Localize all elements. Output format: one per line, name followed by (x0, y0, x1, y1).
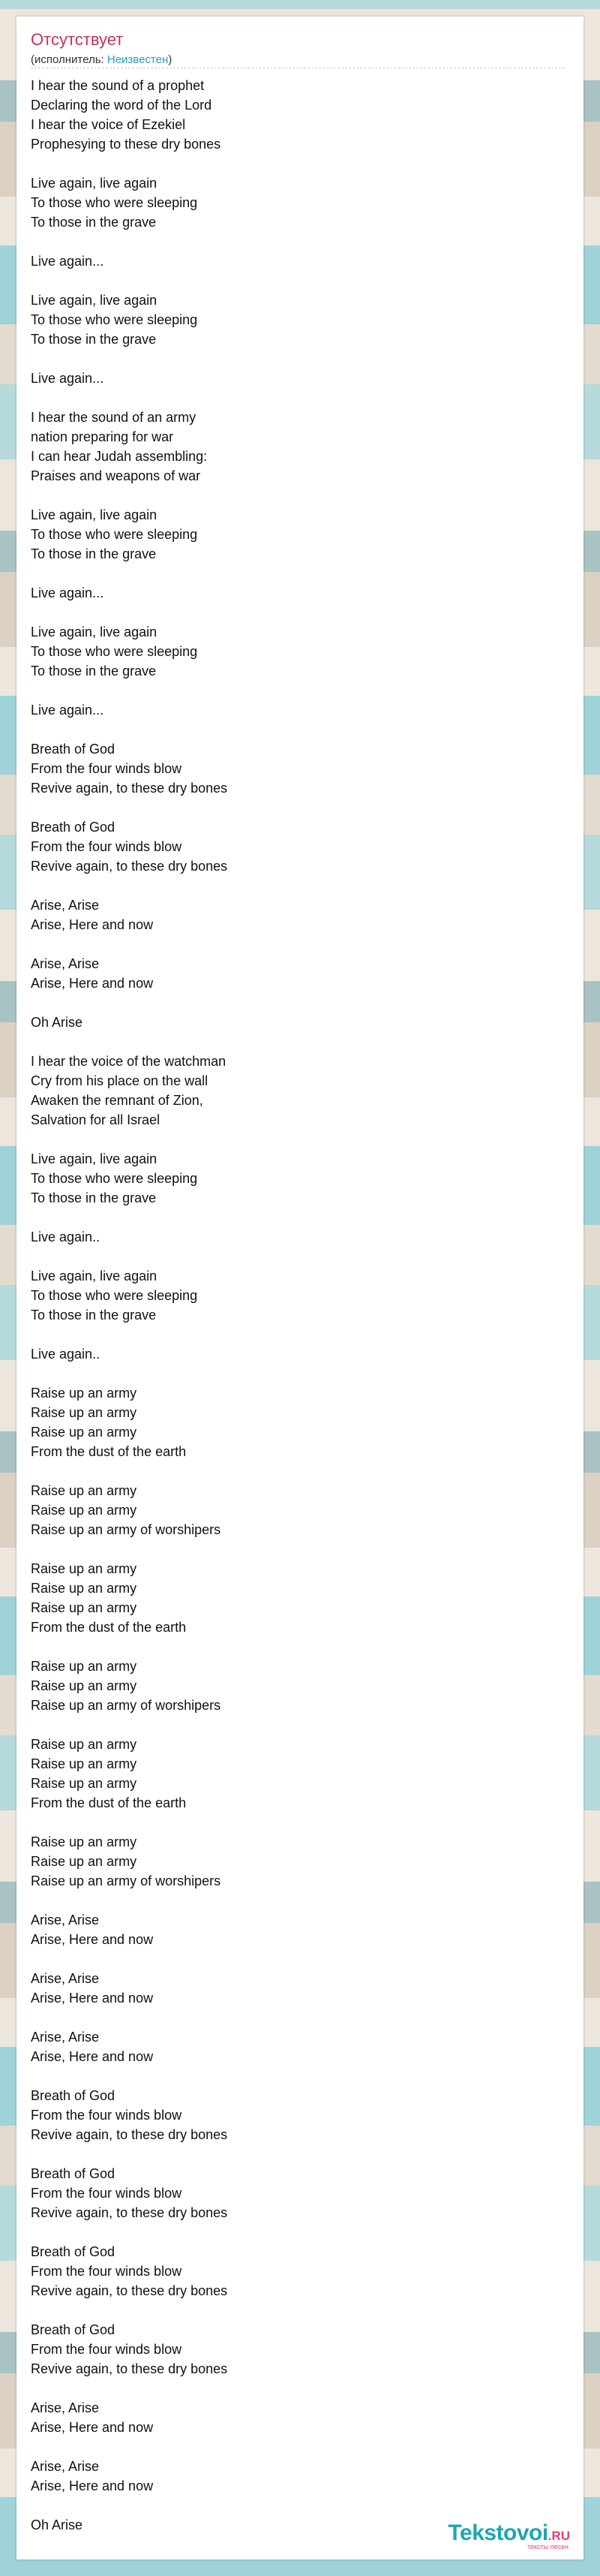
site-logo[interactable] (448, 2520, 570, 2550)
lyrics-line: I hear the sound of a prophet (31, 78, 205, 93)
artist-link[interactable]: Неизвестен (106, 53, 169, 66)
lyrics-stanza (31, 505, 565, 564)
lyrics-stanza (31, 817, 565, 876)
lyrics-stanza (31, 739, 565, 798)
lyrics-line: I hear the voice of the watchman (31, 1054, 226, 1069)
lyrics-line: Breath of God (31, 742, 116, 757)
lyrics-line: Salvation for all Israel (31, 1112, 160, 1127)
lyrics-line: Revive again, to these dry bones (31, 2205, 228, 2220)
lyrics-line: Raise up an army (31, 1600, 137, 1615)
lyrics-stanza (31, 173, 565, 232)
song-title: Отсутствует (31, 30, 124, 49)
lyrics-line: To those who were sleeping (31, 312, 198, 327)
lyrics-line: Live again... (31, 371, 104, 386)
lyrics-line: To those in the grave (31, 1190, 157, 1205)
lyrics-line: To those in the grave (31, 664, 157, 679)
lyrics-line: From the dust of the earth (31, 1444, 187, 1459)
lyrics-stanza (31, 76, 565, 154)
lyrics-stanza (31, 583, 565, 603)
lyrics-line: Live again... (31, 254, 104, 269)
lyrics-line: Revive again, to these dry bones (31, 859, 228, 874)
lyrics-line: Revive again, to these dry bones (31, 2361, 228, 2376)
lyrics-line: Live again, live again (31, 624, 158, 639)
lyrics-line: Revive again, to these dry bones (31, 781, 228, 796)
lyrics-line: I hear the sound of an army (31, 410, 196, 425)
lyrics-stanza (31, 2242, 565, 2301)
lyrics-stanza (31, 1344, 565, 1364)
lyrics-text (31, 76, 565, 2554)
lyrics-stanza (31, 1052, 565, 1130)
lyrics-line: To those in the grave (31, 215, 157, 230)
lyrics-stanza (31, 1559, 565, 1637)
lyrics-line: Raise up an army of worshipers (31, 1873, 221, 1888)
lyrics-line: Revive again, to these dry bones (31, 2127, 228, 2142)
lyrics-line: Arise, Arise (31, 2030, 100, 2045)
lyrics-stanza (31, 290, 565, 349)
lyrics-stanza (31, 954, 565, 993)
lyrics-line: To those in the grave (31, 332, 157, 347)
lyrics-line: Live again.. (31, 1347, 100, 1362)
lyrics-line: Arise, Here and now (31, 2478, 154, 2493)
lyrics-line: Raise up an army (31, 1503, 137, 1518)
lyrics-line: Arise, Here and now (31, 1991, 154, 2006)
lyrics-line: From the dust of the earth (31, 1620, 187, 1635)
lyrics-line: Oh Arise (31, 2517, 83, 2532)
lyrics-line: Prophesying to these dry bones (31, 137, 221, 152)
lyrics-line: Cry from his place on the wall (31, 1073, 208, 1088)
lyrics-stanza (31, 369, 565, 388)
lyrics-line: Declaring the word of the Lord (31, 98, 212, 113)
lyrics-line: To those who were sleeping (31, 644, 198, 659)
lyrics-stanza (31, 2320, 565, 2379)
lyrics-line: To those who were sleeping (31, 195, 198, 210)
lyrics-line: Raise up an army (31, 1561, 137, 1576)
lyrics-line: Raise up an army (31, 1659, 137, 1674)
lyrics-stanza (31, 1832, 565, 1891)
lyrics-stanza (31, 251, 565, 271)
lyrics-card (16, 17, 584, 2559)
artist-line (31, 53, 172, 66)
lyrics-line: Arise, Arise (31, 956, 100, 971)
lyrics-line: Arise, Here and now (31, 2049, 154, 2064)
lyrics-line: From the four winds blow (31, 761, 182, 776)
lyrics-stanza (31, 895, 565, 934)
lyrics-line: Raise up an army (31, 1386, 137, 1401)
lyrics-stanza (31, 1910, 565, 1949)
lyrics-line: Arise, Arise (31, 898, 100, 913)
lyrics-line: From the four winds blow (31, 2264, 182, 2279)
lyrics-stanza (31, 1735, 565, 1813)
lyrics-line: To those who were sleeping (31, 1171, 198, 1186)
lyrics-line: To those in the grave (31, 1308, 157, 1323)
lyrics-line: Breath of God (31, 2322, 116, 2337)
lyrics-line: Arise, Here and now (31, 1932, 154, 1947)
lyrics-line: Arise, Here and now (31, 976, 154, 991)
lyrics-line: Raise up an army (31, 1405, 137, 1420)
lyrics-stanza (31, 1481, 565, 1539)
lyrics-stanza (31, 2398, 565, 2437)
logo-name: Tekstovoi (448, 2520, 548, 2545)
lyrics-line: Arise, Arise (31, 1912, 100, 1927)
lyrics-line: Live again, live again (31, 176, 158, 191)
lyrics-line: Raise up an army (31, 1581, 137, 1596)
lyrics-line: Raise up an army (31, 1678, 137, 1693)
lyrics-line: Raise up an army (31, 1483, 137, 1498)
lyrics-line: Arise, Here and now (31, 2420, 154, 2435)
lyrics-stanza (31, 1266, 565, 1325)
lyrics-line: From the four winds blow (31, 839, 182, 854)
lyrics-line: From the dust of the earth (31, 1795, 187, 1810)
lyrics-line: Revive again, to these dry bones (31, 2283, 228, 2298)
lyrics-line: Live again... (31, 703, 104, 718)
lyrics-line: I hear the voice of Ezekiel (31, 117, 186, 132)
lyrics-stanza (31, 2457, 565, 2496)
lyrics-line: To those who were sleeping (31, 1288, 198, 1303)
lyrics-stanza (31, 2086, 565, 2144)
lyrics-line: Raise up an army (31, 1854, 137, 1869)
lyrics-line: Live again, live again (31, 1151, 158, 1166)
lyrics-line: Arise, Arise (31, 2459, 100, 2474)
lyrics-line: From the four winds blow (31, 2186, 182, 2201)
lyrics-line: Raise up an army (31, 1776, 137, 1791)
lyrics-stanza (31, 408, 565, 486)
lyrics-line: From the four winds blow (31, 2342, 182, 2357)
lyrics-line: Awaken the remnant of Zion, (31, 1093, 203, 1108)
lyrics-line: I can hear Judah assembling: (31, 449, 208, 464)
lyrics-stanza (31, 2164, 565, 2222)
lyrics-line: Oh Arise (31, 1015, 83, 1030)
lyrics-line: From the four winds blow (31, 2108, 182, 2123)
lyrics-line: Praises and weapons of war (31, 468, 201, 483)
lyrics-line: Live again, live again (31, 1268, 158, 1283)
lyrics-stanza (31, 700, 565, 720)
lyrics-line: nation preparing for war (31, 429, 174, 444)
artist-prefix: (исполнитель: (31, 53, 107, 66)
lyrics-line: Live again, live again (31, 293, 158, 308)
lyrics-line: Breath of God (31, 2088, 116, 2103)
lyrics-line: To those who were sleeping (31, 527, 198, 542)
lyrics-stanza (31, 1969, 565, 2008)
lyrics-line: Raise up an army of worshipers (31, 1522, 221, 1537)
lyrics-stanza (31, 1227, 565, 1247)
lyrics-line: Raise up an army (31, 1834, 137, 1849)
logo-tld: .RU (548, 2529, 570, 2543)
lyrics-line: Live again, live again (31, 507, 158, 522)
lyrics-stanza (31, 1383, 565, 1461)
lyrics-line: Arise, Arise (31, 1971, 100, 1986)
lyrics-line: Raise up an army (31, 1425, 137, 1440)
lyrics-stanza (31, 622, 565, 681)
lyrics-line: To those in the grave (31, 546, 157, 561)
lyrics-line: Raise up an army of worshipers (31, 1698, 221, 1713)
lyrics-line: Live again.. (31, 1229, 100, 1244)
lyrics-line: Breath of God (31, 820, 116, 835)
lyrics-line: Breath of God (31, 2166, 116, 2181)
lyrics-stanza (31, 1013, 565, 1032)
lyrics-line: Arise, Arise (31, 2400, 100, 2415)
lyrics-stanza (31, 1657, 565, 1715)
lyrics-line: Raise up an army (31, 1756, 137, 1771)
lyrics-stanza (31, 1149, 565, 1208)
lyrics-line: Raise up an army (31, 1737, 137, 1752)
lyrics-line: Breath of God (31, 2244, 116, 2259)
artist-suffix: ) (168, 53, 172, 66)
logo-tagline: тексты песен (526, 2543, 568, 2550)
lyrics-stanza (31, 2027, 565, 2066)
lyrics-line: Arise, Here and now (31, 917, 154, 932)
lyrics-line: Live again... (31, 585, 104, 600)
